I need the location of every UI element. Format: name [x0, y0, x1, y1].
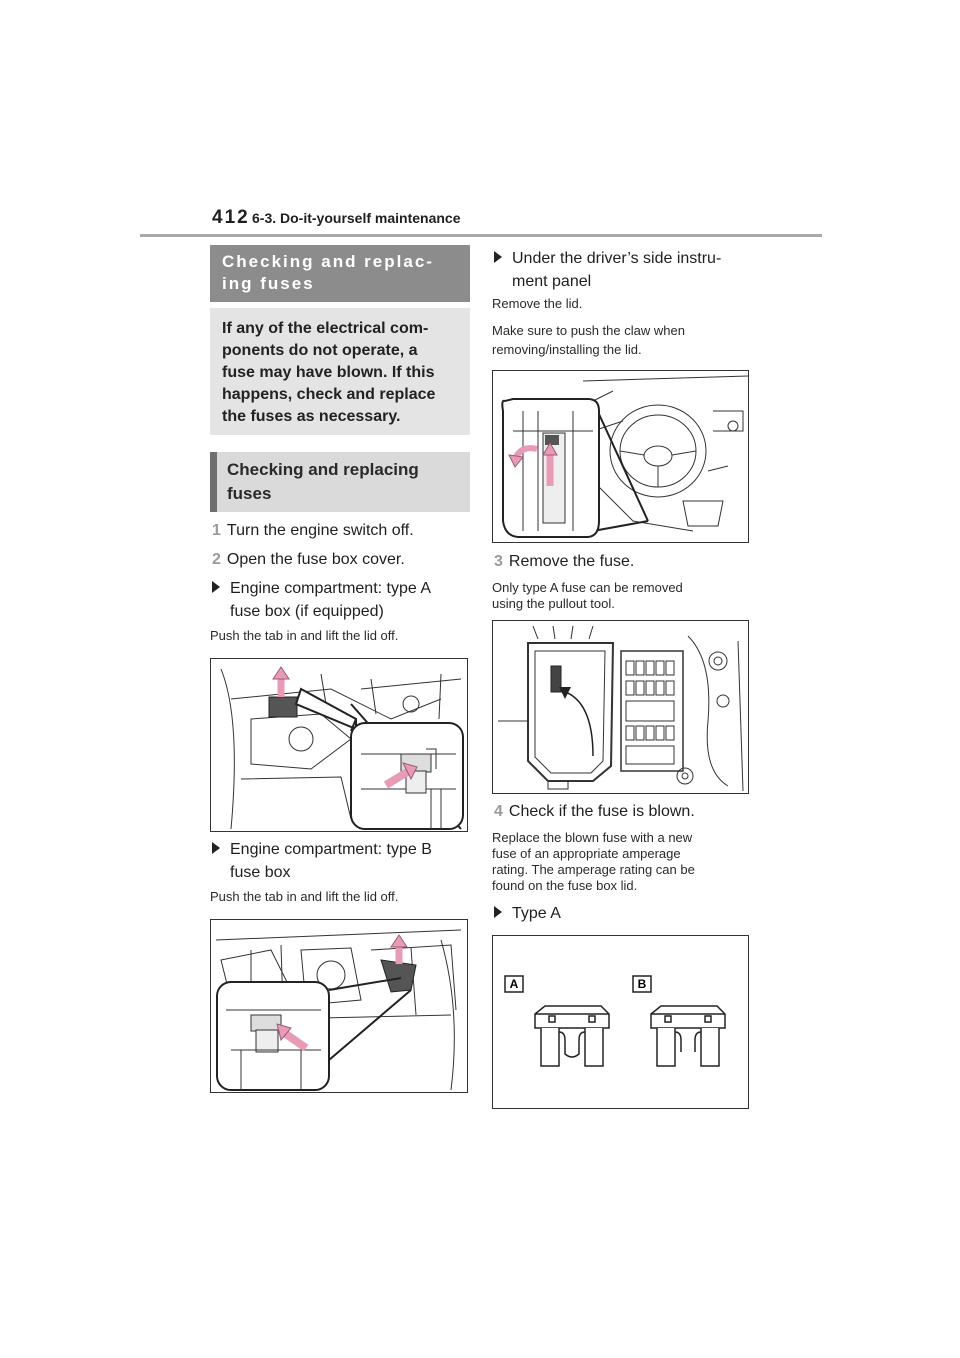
step-number: 3 — [494, 553, 503, 570]
note-replace-fuse — [492, 830, 695, 894]
note-push-tab-b: Push the tab in and lift the lid off. — [210, 889, 399, 904]
figure-fuse-pullout — [492, 620, 749, 794]
engine-type-a-illustration — [211, 659, 467, 831]
bullet-type-a-engine — [210, 577, 470, 623]
step-number: 4 — [494, 803, 503, 820]
triangle-bullet-icon — [494, 906, 502, 918]
note-line: removing/installing the lid. — [492, 342, 642, 357]
subheading-box — [210, 452, 470, 512]
subheading-line1: Checking and replacing — [227, 460, 419, 479]
note-line: found on the fuse box lid. — [492, 878, 638, 893]
fuse-label-b: B — [637, 977, 647, 991]
step-number: 1 — [212, 522, 221, 539]
fuse-pullout-illustration — [493, 621, 748, 793]
step-1 — [212, 520, 414, 542]
step-2 — [212, 549, 405, 571]
section-title: 6-3. Do-it-yourself maintenance — [252, 210, 461, 226]
intro-line: happens, check and replace — [222, 386, 436, 403]
bullet-type-b-engine — [210, 838, 470, 884]
bullet-line: Engine compartment: type B — [230, 841, 432, 858]
note-remove-lid: Remove the lid. — [492, 296, 583, 311]
bullet-line: fuse box (if equipped) — [230, 603, 384, 620]
bullet-type-a-fuse — [492, 902, 692, 925]
type-a-fuses-illustration — [493, 936, 748, 1108]
subheading-line2: fuses — [227, 484, 272, 503]
triangle-bullet-icon — [212, 842, 220, 854]
triangle-bullet-icon — [212, 581, 220, 593]
note-line: Make sure to push the claw when — [492, 323, 685, 338]
bullet-line: Engine compartment: type A — [230, 580, 431, 597]
triangle-bullet-icon — [494, 251, 502, 263]
fuse-label-a: A — [509, 977, 519, 991]
note-push-claw — [492, 321, 685, 359]
note-push-tab-a: Push the tab in and lift the lid off. — [210, 628, 399, 643]
note-line: rating. The amperage rating can be — [492, 862, 695, 877]
step-3 — [494, 551, 634, 573]
page-number: 412 — [212, 207, 250, 228]
engine-type-b-illustration — [211, 920, 467, 1092]
chapter-title-line1: Checking and replac- — [222, 252, 434, 271]
header-rule — [140, 234, 822, 237]
intro-line: If any of the electrical com- — [222, 320, 429, 337]
figure-driver-panel — [492, 370, 749, 543]
note-line: Only type A fuse can be removed — [492, 580, 683, 595]
step-text: Turn the engine switch off. — [226, 522, 414, 539]
step-text: Check if the fuse is blown. — [508, 803, 695, 820]
note-line: fuse of an appropriate amperage — [492, 846, 681, 861]
fuse-blown-icon — [651, 1006, 725, 1066]
note-pullout-tool — [492, 580, 683, 612]
step-text: Remove the fuse. — [508, 553, 635, 570]
bullet-line: Under the driver’s side instru- — [512, 250, 722, 267]
bullet-line: ment panel — [512, 273, 592, 290]
bullet-driver-panel — [492, 247, 760, 293]
intro-line: ponents do not operate, a — [222, 342, 418, 359]
bullet-line: fuse box — [230, 864, 291, 881]
figure-engine-type-b — [210, 919, 468, 1093]
note-line: Replace the blown fuse with a new — [492, 830, 693, 845]
intro-box — [210, 308, 470, 435]
step-text: Open the fuse box cover. — [226, 551, 405, 568]
note-line: using the pullout tool. — [492, 596, 615, 611]
figure-type-a-fuses — [492, 935, 749, 1109]
bullet-line: Type A — [512, 905, 561, 922]
step-4 — [494, 801, 695, 823]
chapter-title-line2: ing fuses — [222, 274, 315, 293]
driver-panel-illustration — [493, 371, 748, 542]
step-number: 2 — [212, 551, 221, 568]
fuse-intact-icon — [535, 1006, 609, 1066]
chapter-title-box — [210, 245, 470, 302]
intro-line: fuse may have blown. If this — [222, 364, 435, 381]
figure-engine-type-a — [210, 658, 468, 832]
intro-line: the fuses as necessary. — [222, 408, 401, 425]
